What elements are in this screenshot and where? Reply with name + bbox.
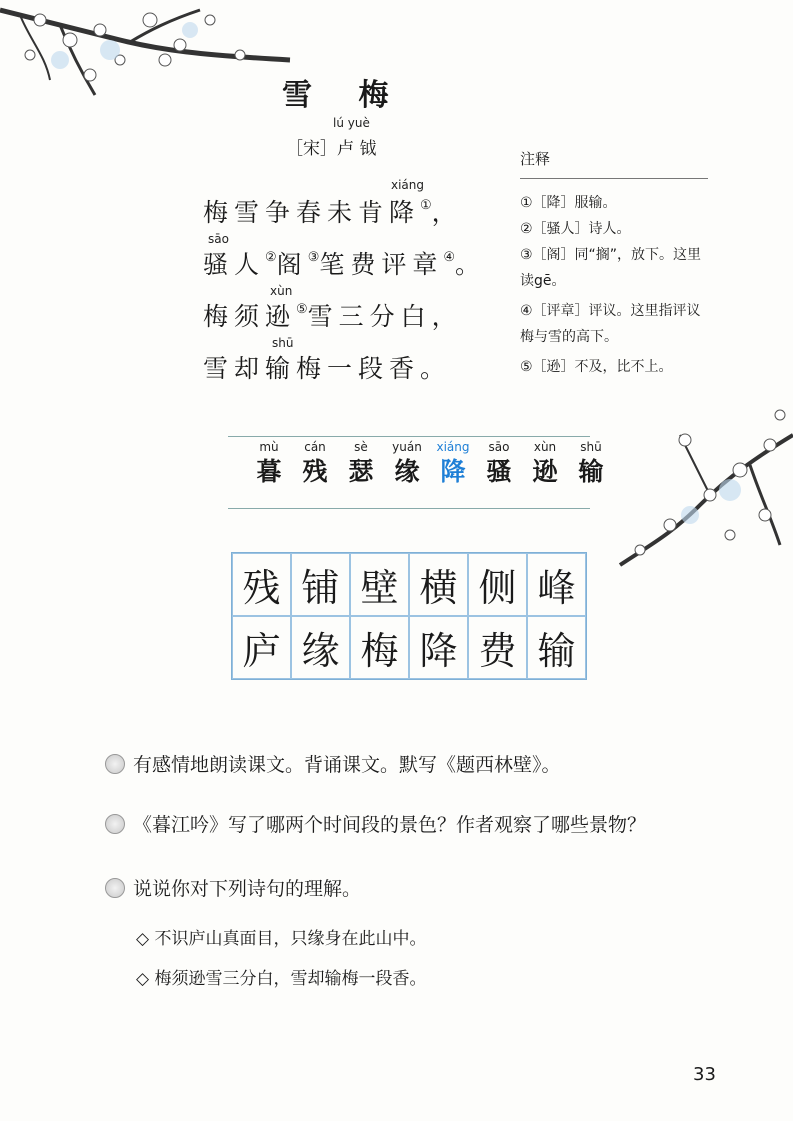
- poem-line-3-text-b: 雪三分白，: [307, 302, 463, 331]
- poem-line-2: [203, 245, 486, 281]
- poem-line-4: 雪却输梅一段香。: [203, 354, 452, 383]
- exercise-badge-icon: [105, 814, 125, 834]
- author-name: 卢 钺: [337, 139, 377, 159]
- plum-branch-illustration-top: [0, 0, 300, 110]
- poem-line-1-pinyin: xiáng: [391, 178, 425, 192]
- exercise-3: [105, 874, 361, 901]
- poem-line-4-pinyin: shū: [272, 336, 294, 350]
- grid-cell: 峰: [527, 553, 586, 616]
- grid-cell: 壁: [350, 553, 409, 616]
- vocab-item: xùn 逊: [532, 440, 558, 486]
- poem-line-1: [203, 193, 463, 229]
- poem-line-3: [203, 297, 463, 333]
- footnote-marker-5: ⑤: [296, 302, 308, 317]
- poem-line-2-text-d: 。: [455, 250, 487, 279]
- exercise-1-text: 有感情地朗读课文。背诵课文。默写《题西林壁》。: [133, 754, 561, 776]
- vocab-item: sè 瑟: [348, 440, 374, 486]
- exercise-badge-icon: [105, 754, 125, 774]
- grid-cell: 输: [527, 616, 586, 679]
- author-pinyin: lú yuè: [333, 116, 370, 130]
- poem-title: 雪 梅: [282, 78, 407, 113]
- poem-line-1-text: 梅雪争春未肯降: [203, 198, 421, 227]
- poem-line-2-text-a: 骚人: [203, 250, 266, 279]
- vocab-bottom-rule: [228, 508, 590, 509]
- vocab-item: shū 输: [578, 440, 604, 486]
- footnote-marker-3: ③: [307, 250, 320, 265]
- note-4: ④［评章］评议。这里指评议梅与雪的高下。: [520, 303, 701, 345]
- author-line: [286, 134, 376, 159]
- grid-cell: 残: [232, 553, 291, 616]
- grid-cell: 庐: [232, 616, 291, 679]
- poem-line-2-text-b: 阁: [276, 250, 308, 279]
- grid-cell: 横: [409, 553, 468, 616]
- notes-divider: [520, 178, 708, 179]
- poem-line-3-text-a: 梅须逊: [203, 302, 297, 331]
- vocab-item: mù 暮: [256, 440, 282, 486]
- notes-heading: 注释: [520, 150, 551, 168]
- exercise-3-text: 说说你对下列诗句的理解。: [133, 878, 362, 900]
- note-3: ③［阁］同“搁”，放下。这里读gē。: [520, 247, 702, 289]
- poem-line-2-pinyin: sāo: [208, 232, 229, 246]
- footnote-marker-1: ①: [420, 198, 432, 213]
- poem-line-1-punct: ，: [431, 198, 463, 227]
- vocab-item-highlight: xiáng 降: [436, 440, 470, 486]
- grid-cell: 侧: [468, 553, 527, 616]
- bullet-line-2: ◇ 梅须逊雪三分白，雪却输梅一段香。: [136, 969, 427, 989]
- grid-cell: 缘: [291, 616, 350, 679]
- exercise-2: [105, 810, 646, 837]
- vocab-item: sāo 骚: [486, 440, 512, 486]
- exercise-badge-icon: [105, 878, 125, 898]
- vocab-row: [252, 440, 608, 488]
- note-1: ①［降］服输。: [520, 195, 617, 211]
- grid-cell: 梅: [350, 616, 409, 679]
- page-number: 33: [693, 1064, 716, 1085]
- exercise-1: [105, 750, 561, 777]
- grid-cell: 铺: [291, 553, 350, 616]
- grid-cell: 降: [409, 616, 468, 679]
- footnote-marker-4: ④: [443, 250, 456, 265]
- note-2: ②［骚人］诗人。: [520, 221, 631, 237]
- poem-line-2-text-c: 笔费评章: [319, 250, 444, 279]
- poem-line-3-pinyin: xùn: [270, 284, 293, 298]
- grid-cell: 费: [468, 616, 527, 679]
- plum-branch-illustration-right: [610, 395, 793, 575]
- bullet-line-1: ◇ 不识庐山真面目，只缘身在此山中。: [136, 929, 427, 949]
- vocab-item: cán 残: [302, 440, 328, 486]
- vocab-top-rule: [228, 436, 590, 437]
- vocab-item: yuán 缘: [392, 440, 422, 486]
- footnote-marker-2: ②: [265, 250, 277, 265]
- author-dynasty: ［宋］: [286, 139, 337, 159]
- exercise-2-text: 《暮江吟》写了哪两个时间段的景色？作者观察了哪些景物？: [133, 814, 647, 836]
- writing-grid: [231, 552, 587, 680]
- note-5: ⑤［逊］不及，比不上。: [520, 359, 673, 375]
